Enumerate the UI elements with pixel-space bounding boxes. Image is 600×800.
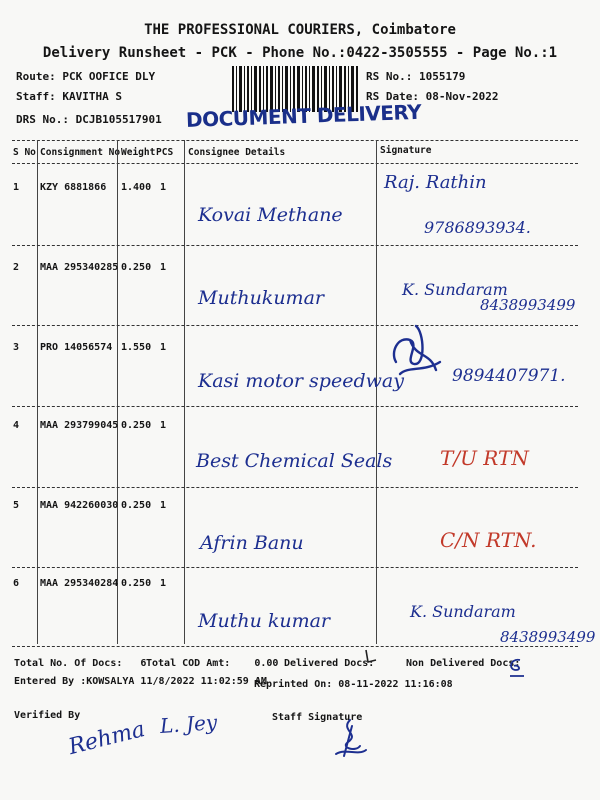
total-cod-amount: Total COD Amt: 0.00	[146, 658, 279, 669]
row-2-signature: K. Sundaram	[402, 280, 508, 299]
row-3-consignment: PRO 14056574	[40, 342, 113, 353]
row-1-signature: Raj. Rathin	[384, 172, 487, 193]
col-divider	[376, 140, 377, 644]
row-1-consignment: KZY 6881866	[40, 182, 107, 193]
row-1-pcs: 1	[160, 182, 167, 193]
col-header-signature: Signature	[380, 145, 432, 156]
row-separator	[12, 487, 578, 488]
header-bottom-rule	[12, 163, 578, 164]
row-6-signature: K. Sundaram	[410, 602, 516, 621]
row-4-weight: 0.250	[121, 420, 152, 431]
verified-by-label: Verified By	[14, 710, 81, 721]
staff-label: Staff: KAVITHA S	[16, 90, 122, 103]
drs-number: DRS No.: DCJB105517901	[16, 113, 162, 126]
col-divider	[184, 140, 185, 644]
row-6-consignment: MAA 295340284	[40, 578, 119, 589]
row-5-pcs: 1	[160, 500, 167, 511]
row-1-sno: 1	[13, 182, 20, 193]
row-4-sno: 4	[13, 420, 20, 431]
row-1-phone: 9786893934.	[424, 218, 531, 237]
col-header-pcs: PCS	[156, 147, 174, 158]
delivered-docs: Delivered Docs:	[284, 658, 375, 669]
row-separator	[12, 567, 578, 568]
row-3-phone: 9894407971.	[452, 366, 566, 386]
staff-signature-label: Staff Signature	[272, 712, 363, 723]
row-5-weight: 0.250	[121, 500, 152, 511]
verified-by-initials: L. Jey	[159, 710, 218, 738]
row-2-consignment: MAA 295340285	[40, 262, 119, 273]
row-2-sno: 2	[13, 262, 20, 273]
row-4-consignment: MAA 293799045	[40, 420, 119, 431]
row-3-pcs: 1	[160, 342, 167, 353]
non-delivered-docs: Non Delivered Docs:	[406, 658, 521, 669]
document-title: THE PROFESSIONAL COURIERS, Coimbatore	[144, 22, 456, 38]
row-separator	[12, 406, 578, 407]
document-delivery-stamp: DOCUMENT DELIVERY	[185, 99, 422, 132]
row-3-weight: 1.550	[121, 342, 152, 353]
table-bottom-rule	[12, 646, 578, 647]
row-2-phone: 8438993499	[480, 296, 576, 314]
row-1-weight: 1.400	[121, 182, 152, 193]
delivered-docs-mark	[362, 648, 380, 666]
col-header-sno: S No	[13, 147, 36, 158]
col-header-consignment: Consignment No	[40, 147, 121, 158]
reprinted-on: Reprinted On: 08-11-2022 11:16:08	[254, 679, 453, 690]
row-5-sno: 5	[13, 500, 20, 511]
col-header-weight: Weight	[121, 147, 156, 158]
rs-number: RS No.: 1055179	[366, 70, 466, 83]
row-2-weight: 0.250	[121, 262, 152, 273]
col-header-consignee: Consignee Details	[188, 147, 286, 158]
entered-by: Entered By :KOWSALYA 11/8/2022 11:02:59 AM	[14, 676, 267, 687]
row-separator	[12, 245, 578, 246]
total-docs: Total No. Of Docs: 6	[14, 658, 147, 669]
row-3-consignee: Kasi motor speedway	[198, 370, 404, 392]
row-6-weight: 0.250	[121, 578, 152, 589]
row-4-pcs: 1	[160, 420, 167, 431]
row-6-pcs: 1	[160, 578, 167, 589]
row-1-consignee: Kovai Methane	[198, 204, 343, 226]
rs-date: RS Date: 08-Nov-2022	[366, 90, 499, 103]
row-6-consignee: Muthu kumar	[198, 610, 331, 632]
row-separator	[12, 325, 578, 326]
row-4-consignee: Best Chemical Seals	[196, 450, 393, 472]
route-label: Route: PCK OOFICE DLY	[16, 70, 156, 83]
col-divider	[117, 140, 118, 644]
staff-signature-scribble	[330, 716, 370, 760]
row-3-sno: 3	[13, 342, 20, 353]
document-subtitle: Delivery Runsheet - PCK - Phone No.:0422-3505555 - Page No.:1	[42, 45, 558, 61]
col-divider	[37, 140, 38, 644]
row-5-return-note: C/N RTN.	[440, 528, 537, 552]
row-4-return-note: T/U RTN	[440, 446, 529, 470]
row-3-signature-scribble	[386, 322, 444, 386]
row-2-pcs: 1	[160, 262, 167, 273]
row-6-sno: 6	[13, 578, 20, 589]
row-6-phone: 8438993499	[500, 628, 596, 646]
non-delivered-docs-mark	[506, 656, 528, 680]
row-5-consignment: MAA 942260030	[40, 500, 119, 511]
row-2-consignee: Muthukumar	[198, 287, 324, 309]
table-top-rule	[12, 140, 578, 141]
row-5-consignee: Afrin Banu	[200, 532, 304, 554]
verified-by-signature: Rehma	[66, 716, 148, 761]
